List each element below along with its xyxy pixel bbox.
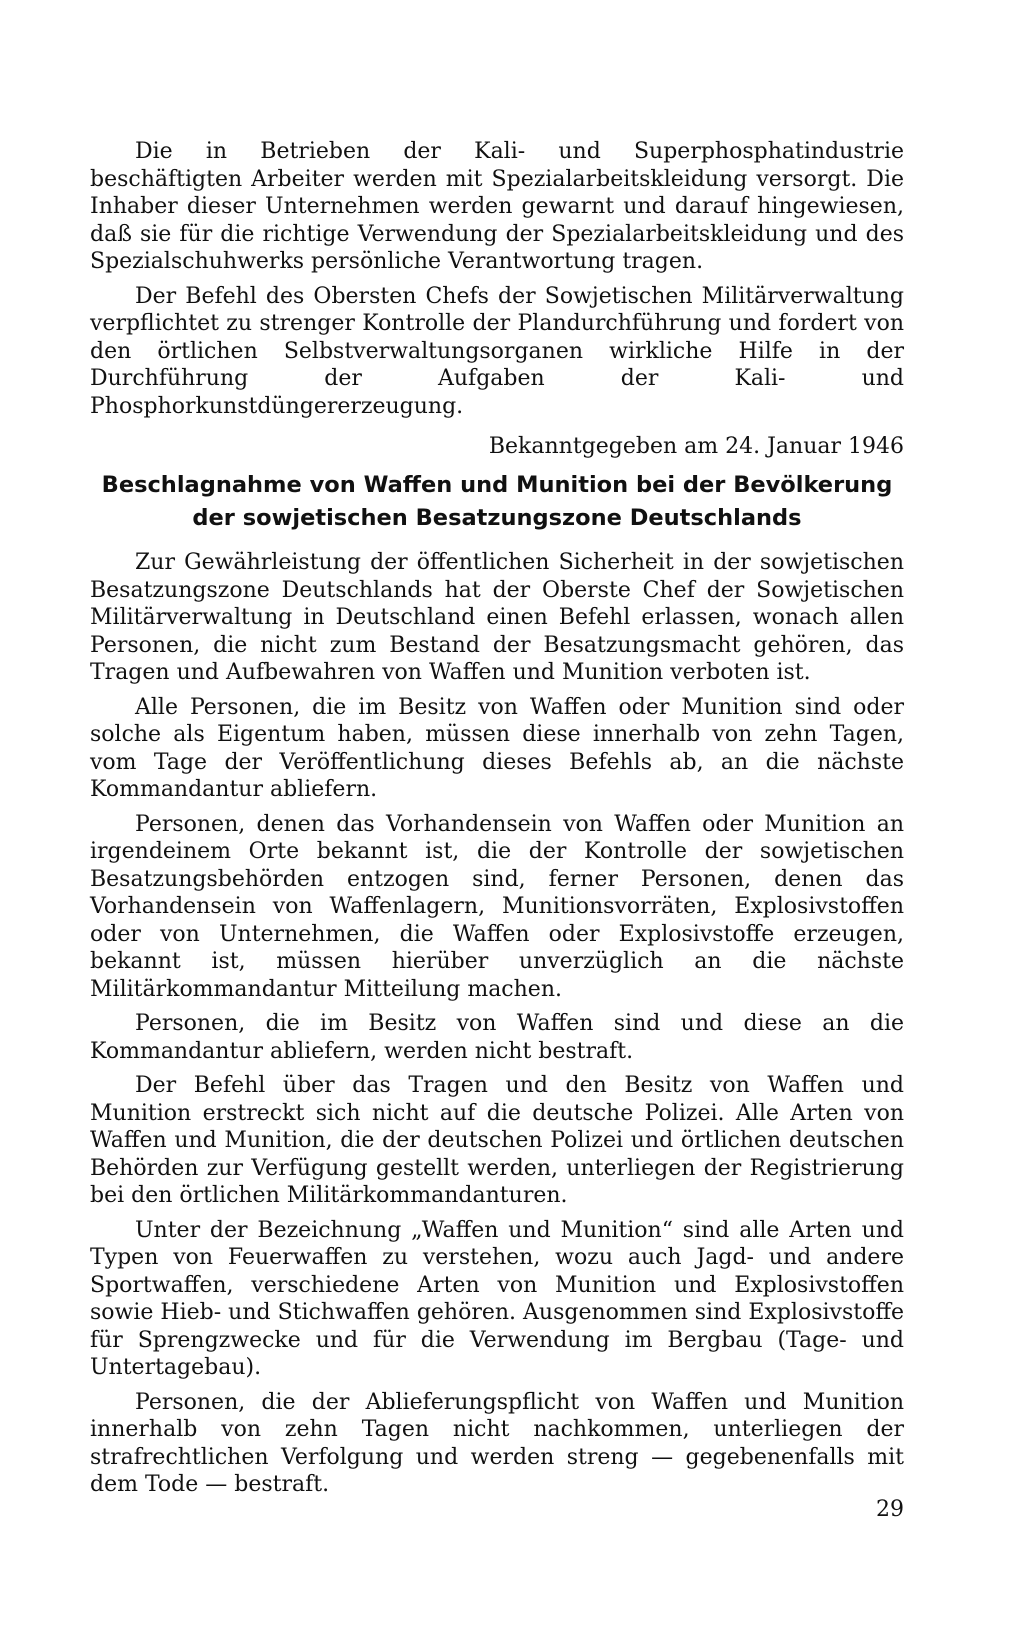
paragraph: Alle Personen, die im Besitz von Waffen oder Munition sind oder solche als Eigentum haben, müssen diese innerhalb von zehn Tagen, vom Tage der Veröffentlichung dieses Befehls ab, an die nächste Kommandantur abliefern.: [90, 694, 904, 802]
paragraph: Personen, die der Ablieferungspflicht von Waffen und Munition innerhalb von zehn Tagen nicht nachkommen, unterliegen der strafrechtlichen Verfolgung und werden streng — gegebenenfalls mit dem Tode — bestraft.: [90, 1389, 904, 1497]
section-heading-line-1: Beschlagnahme von Waffen und Munition bei der Bevölkerung: [101, 472, 893, 498]
page-number: 29: [876, 1497, 904, 1522]
paragraph: Unter der Bezeichnung „Waffen und Munition“ sind alle Arten und Typen von Feuerwaffen zu verstehen, wozu auch Jagd- und andere Sportwaffen, verschiedene Arten von Munition und Explosivstoffen sowie Hieb- und Stichwaffen gehören. Ausgenommen sind Explosivstoffe für Sprengzwecke und für die Verwendung im Bergbau (Tage- und Untertagebau).: [90, 1217, 904, 1380]
paragraph: Personen, die im Besitz von Waffen sind und diese an die Kommandantur abliefern, werden nicht bestraft.: [90, 1011, 904, 1064]
paragraph: Zur Gewährleistung der öffentlichen Sicherheit in der sowjetischen Besatzungszone Deutschlands hat der Oberste Chef der Sowjetischen Militärverwaltung in Deutschland einen Befehl erlassen, wonach allen Personen, die nicht zum Bestand der Besatzungsmacht gehören, das Tragen und Aufbewahren von Waffen und Munition verboten ist.: [90, 550, 904, 685]
section-heading-line-2: der sowjetischen Besatzungszone Deutschlands: [192, 505, 802, 531]
text-column: [90, 138, 904, 1506]
announcement-date: Bekanntgegeben am 24. Januar 1946: [488, 434, 904, 459]
paragraph: Der Befehl über das Tragen und den Besitz von Waffen und Munition erstreckt sich nicht auf die deutsche Polizei. Alle Arten von Waffen und Munition, die der deutschen Polizei und örtlichen deutschen Behörden zur Verfügung gestellt werden, unterliegen der Registrierung bei den örtlichen Militärkommandanturen.: [90, 1073, 904, 1208]
paragraph: Der Befehl des Obersten Chefs der Sowjetischen Militärverwaltung verpflichtet zu strenger Kontrolle der Plandurchführung und fordert von den örtlichen Selbstverwaltungsorganen wirkliche Hilfe in der Durchführung der Aufgaben der Kali- und Phosphorkunstdüngererzeugung.: [90, 283, 904, 419]
paragraph: Personen, denen das Vorhandensein von Waffen oder Munition an irgendeinem Orte bekannt ist, die der Kontrolle der sowjetischen Besatzungsbehörden entzogen sind, ferner Personen, denen das Vorhandensein von Waffenlagern, Munitionsvorräten, Explosivstoffen oder von Unternehmen, die Waffen oder Explosivstoffe erzeugen, bekannt ist, müssen hierüber unverzüglich an die nächste Militärkommandantur Mitteilung machen.: [90, 811, 904, 1002]
paragraph: Die in Betrieben der Kali- und Superphosphatindustrie beschäftigten Arbeiter werden mit Spezialarbeitskleidung versorgt. Die Inhaber dieser Unternehmen werden gewarnt und darauf hingewiesen, daß sie für die richtige Verwendung der Spezialarbeitskleidung und des Spezialschuhwerks persönliche Verantwortung tragen.: [90, 139, 904, 274]
section-heading: [90, 469, 904, 535]
